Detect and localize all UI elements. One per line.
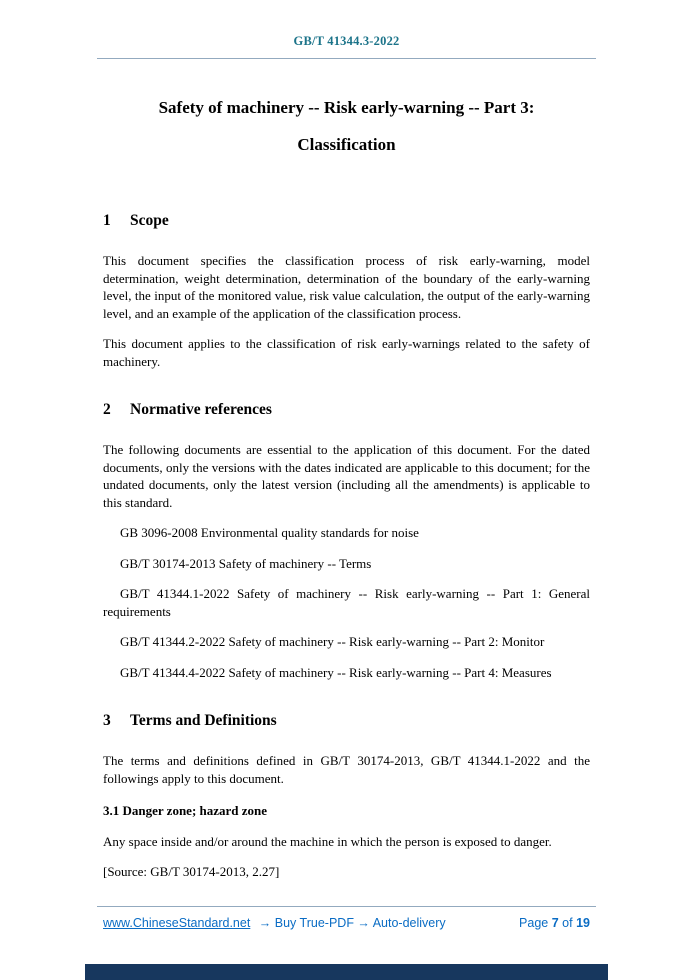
reference-item: GB/T 41344.1-2022 Safety of machinery -- Risk early-warning -- Part 1: General requirements bbox=[103, 586, 590, 619]
reference-item: GB/T 41344.2-2022 Safety of machinery -- Risk early-warning -- Part 2: Monitor bbox=[120, 634, 545, 649]
terms-intro-paragraph: The terms and definitions defined in GB/T 30174-2013, GB/T 41344.1-2022 and the followings apply to this document. bbox=[103, 753, 590, 786]
section-terms-definitions bbox=[103, 711, 590, 881]
document-body bbox=[103, 89, 590, 881]
document-title-line2: Classification bbox=[297, 135, 396, 154]
document-title-line1: Safety of machinery -- Risk early-warning -- Part 3: bbox=[158, 98, 535, 117]
total-pages: 19 bbox=[576, 916, 590, 930]
section-number: 1 bbox=[103, 212, 111, 229]
page-footer bbox=[97, 906, 596, 930]
scope-paragraph-2: This document applies to the classification of risk early-warnings related to the safety of machinery. bbox=[103, 336, 590, 369]
of-label: of bbox=[562, 916, 573, 930]
document-title bbox=[103, 89, 590, 163]
section-normative-references bbox=[103, 400, 590, 681]
reference-item: GB/T 41344.4-2022 Safety of machinery -- Risk early-warning -- Part 4: Measures bbox=[120, 664, 552, 680]
section-title-text: Terms and Definitions bbox=[130, 712, 277, 729]
page-header bbox=[103, 34, 590, 59]
footer-tagline: → Buy True-PDF → Auto-delivery bbox=[258, 916, 446, 930]
term-3-1-source: [Source: GB/T 30174-2013, 2.27] bbox=[103, 864, 280, 879]
bottom-bar bbox=[85, 964, 608, 980]
header-divider bbox=[97, 58, 596, 59]
section-number: 2 bbox=[103, 401, 111, 418]
term-3-1-definition: Any space inside and/or around the machine in which the person is exposed to danger. bbox=[103, 833, 552, 849]
references-intro-paragraph: The following documents are essential to the application of this document. For the dated documents, only the versions with the dates indicated are applicable to this document; for the undated documents, only the latest version (including all the amendments) is applicable to this standard. bbox=[103, 442, 590, 510]
website-link[interactable]: www.ChineseStandard.net bbox=[103, 916, 251, 930]
page-number: 7 bbox=[551, 916, 559, 930]
section-title-text: Scope bbox=[130, 212, 169, 229]
section-title-text: Normative references bbox=[130, 401, 272, 418]
section-heading-terms-definitions bbox=[103, 711, 590, 730]
section-heading-normative-references bbox=[103, 400, 590, 419]
footer-divider bbox=[97, 906, 596, 907]
section-scope bbox=[103, 211, 590, 370]
section-heading-scope bbox=[103, 211, 590, 230]
page-indicator bbox=[519, 916, 590, 930]
footer-row bbox=[97, 916, 596, 930]
footer-left bbox=[103, 916, 446, 930]
section-number: 3 bbox=[103, 712, 111, 729]
scope-paragraph-1: This document specifies the classification process of risk early-warning, model determination, weight determination, determination of the boundary of the early-warning level, the input of the monitored value, risk value calculation, the output of the early-warning level, and an example of the application of the classification process. bbox=[103, 253, 590, 321]
reference-item: GB/T 30174-2013 Safety of machinery -- Terms bbox=[120, 555, 372, 571]
doc-number: GB/T 41344.3-2022 bbox=[293, 34, 400, 48]
term-3-1-heading: 3.1 Danger zone; hazard zone bbox=[103, 803, 268, 818]
page-label: Page bbox=[519, 916, 549, 930]
reference-item: GB 3096-2008 Environmental quality standards for noise bbox=[120, 525, 419, 540]
